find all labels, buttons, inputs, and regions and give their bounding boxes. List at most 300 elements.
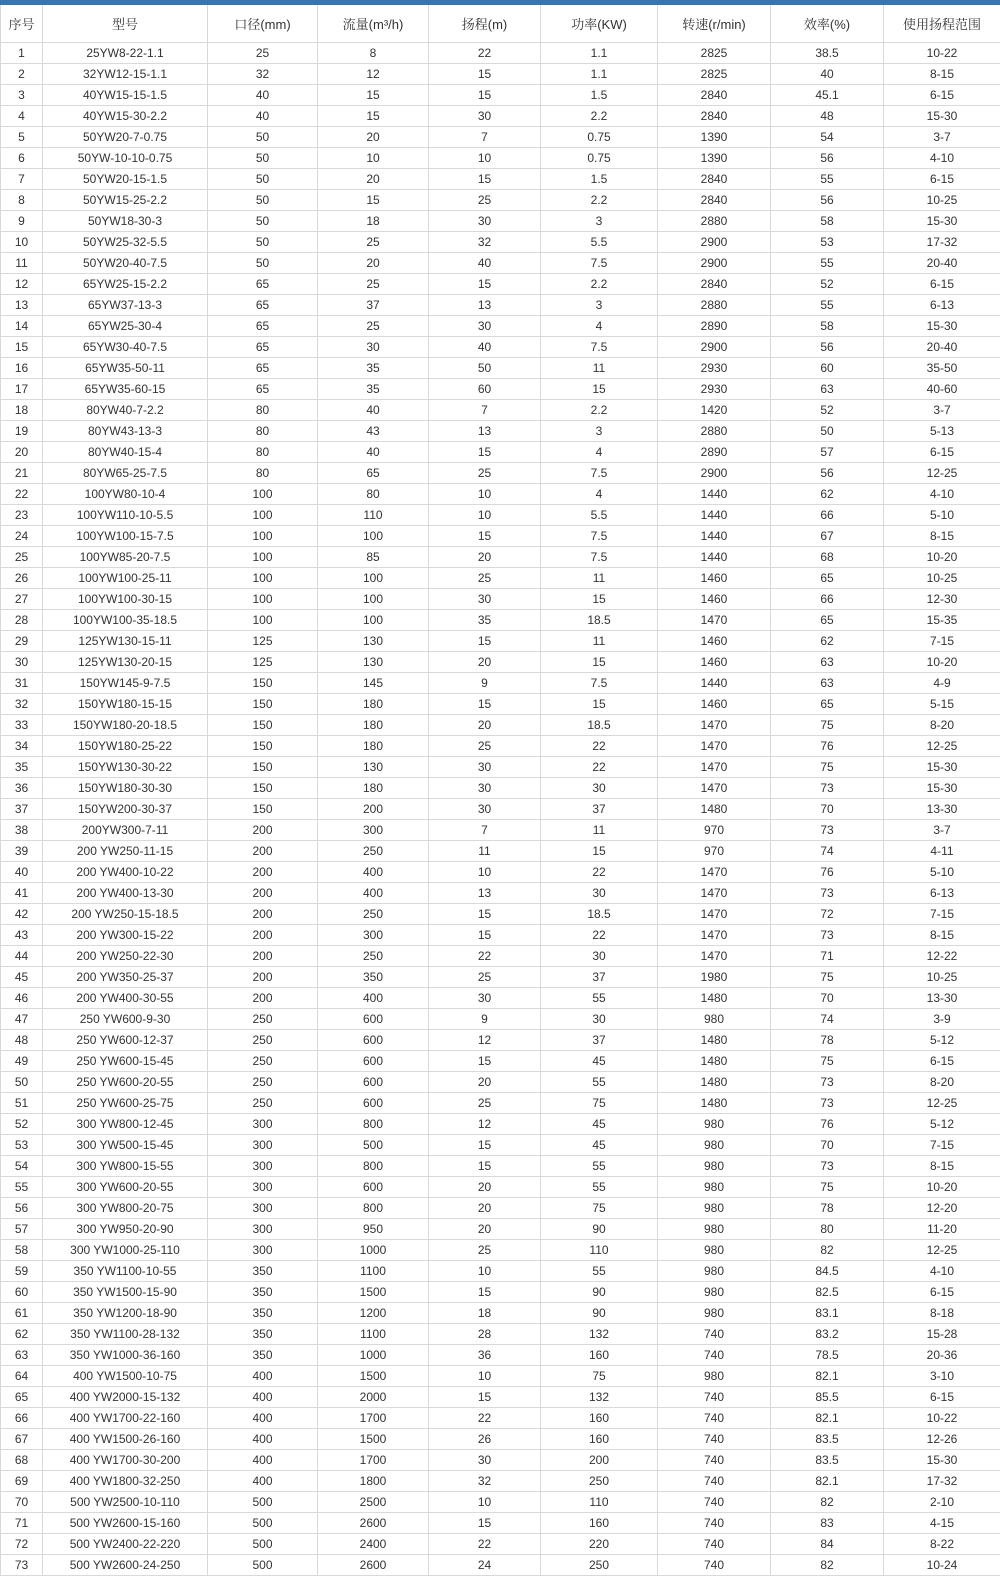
table-cell: 24 [429,1554,541,1575]
table-cell: 48 [771,105,884,126]
table-cell: 82.1 [771,1470,884,1491]
table-row [1,945,1000,966]
table-cell: 35 [318,378,429,399]
table-cell: 15 [429,693,541,714]
table-row [1,672,1000,693]
table-cell: 200 [208,819,318,840]
table-cell: 18 [1,399,43,420]
table-cell: 2840 [658,105,771,126]
table-cell: 14 [1,315,43,336]
table-row [1,441,1000,462]
table-cell: 1500 [318,1281,429,1302]
table-cell: 73 [771,882,884,903]
table-cell: 7.5 [541,462,658,483]
table-cell: 740 [658,1533,771,1554]
table-cell: 150YW145-9-7.5 [43,672,208,693]
table-cell: 150 [208,798,318,819]
table-row [1,63,1000,84]
table-cell: 83 [771,1512,884,1533]
table-cell: 90 [541,1218,658,1239]
table-cell: 20 [318,126,429,147]
table-cell: 12 [429,1029,541,1050]
table-cell: 28 [429,1323,541,1344]
table-cell: 20-40 [884,252,1000,273]
table-cell: 1 [1,42,43,63]
table-cell: 75 [771,756,884,777]
table-cell: 1470 [658,735,771,756]
table-cell: 5-13 [884,420,1000,441]
table-cell: 200 [541,1449,658,1470]
table-cell: 200 [318,798,429,819]
table-cell: 3 [541,294,658,315]
table-cell: 75 [541,1092,658,1113]
table-cell: 9 [429,672,541,693]
table-cell: 250 YW600-25-75 [43,1092,208,1113]
table-cell: 15 [429,1281,541,1302]
table-cell: 62 [771,483,884,504]
table-cell: 11 [429,840,541,861]
table-cell: 65YW30-40-7.5 [43,336,208,357]
table-cell: 60 [1,1281,43,1302]
table-cell: 64 [1,1365,43,1386]
table-cell: 130 [318,651,429,672]
table-cell: 350 [208,1323,318,1344]
table-cell: 1480 [658,1071,771,1092]
table-cell: 150YW180-20-18.5 [43,714,208,735]
table-row [1,1239,1000,1260]
table-cell: 150YW200-30-37 [43,798,208,819]
table-row [1,567,1000,588]
table-cell: 13 [429,294,541,315]
table-cell: 73 [771,924,884,945]
table-row [1,546,1000,567]
table-cell: 20 [429,1218,541,1239]
table-row [1,798,1000,819]
table-cell: 3-7 [884,126,1000,147]
table-cell: 100 [208,504,318,525]
table-cell: 350 [208,1260,318,1281]
table-cell: 1480 [658,1029,771,1050]
table-row [1,1176,1000,1197]
table-cell: 6-15 [884,84,1000,105]
table-cell: 350 [318,966,429,987]
table-cell: 22 [541,924,658,945]
table-cell: 66 [771,588,884,609]
table-cell: 350 YW1100-10-55 [43,1260,208,1281]
table-cell: 970 [658,840,771,861]
table-cell: 65 [318,462,429,483]
table-cell: 350 YW1100-28-132 [43,1323,208,1344]
table-cell: 10 [429,1491,541,1512]
table-cell: 2880 [658,210,771,231]
table-cell: 58 [1,1239,43,1260]
table-cell: 40 [429,336,541,357]
table-cell: 15 [429,1386,541,1407]
table-cell: 15 [318,189,429,210]
table-cell: 23 [1,504,43,525]
table-cell: 2900 [658,462,771,483]
table-cell: 82 [771,1491,884,1512]
table-row [1,1386,1000,1407]
table-cell: 1470 [658,777,771,798]
table-row [1,168,1000,189]
table-cell: 1460 [658,588,771,609]
table-cell: 11 [1,252,43,273]
table-cell: 80 [318,483,429,504]
table-cell: 45 [541,1113,658,1134]
table-cell: 56 [771,462,884,483]
table-cell: 30 [429,210,541,231]
table-row [1,294,1000,315]
table-cell: 26 [429,1428,541,1449]
table-cell: 800 [318,1113,429,1134]
table-cell: 15 [1,336,43,357]
table-cell: 60 [429,378,541,399]
table-cell: 50 [208,147,318,168]
table-cell: 15 [429,525,541,546]
table-cell: 70 [771,1134,884,1155]
table-cell: 250 [541,1470,658,1491]
table-cell: 22 [541,735,658,756]
table-cell: 200YW300-7-11 [43,819,208,840]
table-cell: 22 [541,756,658,777]
table-cell: 25 [429,567,541,588]
table-cell: 24 [1,525,43,546]
table-cell: 50YW18-30-3 [43,210,208,231]
table-cell: 300 YW800-20-75 [43,1197,208,1218]
table-cell: 300 [318,819,429,840]
table-row [1,987,1000,1008]
table-cell: 30 [541,945,658,966]
table-cell: 17 [1,378,43,399]
table-cell: 2840 [658,189,771,210]
table-row [1,273,1000,294]
table-cell: 600 [318,1092,429,1113]
table-cell: 2500 [318,1491,429,1512]
table-cell: 84.5 [771,1260,884,1281]
table-cell: 100YW100-30-15 [43,588,208,609]
table-cell: 400 [318,861,429,882]
table-cell: 11 [541,630,658,651]
table-cell: 75 [771,1050,884,1071]
table-cell: 12-25 [884,1092,1000,1113]
table-row [1,1008,1000,1029]
table-cell: 1480 [658,1050,771,1071]
table-cell: 4-9 [884,672,1000,693]
table-cell: 1470 [658,609,771,630]
table-cell: 500 [318,1134,429,1155]
table-cell: 980 [658,1113,771,1134]
table-cell: 250 [318,945,429,966]
table-cell: 10 [429,147,541,168]
table-cell: 740 [658,1554,771,1575]
table-cell: 69 [1,1470,43,1491]
table-cell: 15 [541,840,658,861]
table-cell: 100YW100-35-18.5 [43,609,208,630]
table-cell: 55 [771,252,884,273]
table-cell: 18 [429,1302,541,1323]
table-row [1,1260,1000,1281]
table-cell: 25 [429,189,541,210]
table-cell: 250 [208,1071,318,1092]
table-cell: 110 [541,1491,658,1512]
table-row [1,1323,1000,1344]
table-cell: 85 [318,546,429,567]
table-cell: 25 [318,273,429,294]
table-cell: 3-7 [884,399,1000,420]
table-cell: 160 [541,1407,658,1428]
table-cell: 300 [208,1239,318,1260]
table-cell: 10 [429,861,541,882]
table-cell: 250 YW600-12-37 [43,1029,208,1050]
table-cell: 55 [541,1176,658,1197]
table-cell: 0.75 [541,147,658,168]
table-cell: 12-25 [884,735,1000,756]
table-cell: 12-25 [884,462,1000,483]
table-cell: 54 [1,1155,43,1176]
table-cell: 50YW20-7-0.75 [43,126,208,147]
table-row [1,1533,1000,1554]
table-cell: 500 YW2600-15-160 [43,1512,208,1533]
table-cell: 82.5 [771,1281,884,1302]
table-cell: 1470 [658,756,771,777]
table-cell: 740 [658,1491,771,1512]
table-cell: 17-32 [884,231,1000,252]
table-cell: 7 [429,819,541,840]
table-cell: 250 YW600-20-55 [43,1071,208,1092]
table-cell: 76 [771,735,884,756]
table-cell: 55 [771,294,884,315]
header-cell: 扬程(m) [429,5,541,42]
header-cell: 流量(m³/h) [318,5,429,42]
table-cell: 500 [208,1533,318,1554]
table-cell: 25 [1,546,43,567]
table-cell: 15 [429,630,541,651]
table-cell: 2600 [318,1554,429,1575]
table-cell: 8-15 [884,924,1000,945]
table-cell: 250 YW600-15-45 [43,1050,208,1071]
table-cell: 25 [429,1239,541,1260]
table-cell: 16 [1,357,43,378]
table-cell: 13 [429,420,541,441]
table-cell: 65YW35-60-15 [43,378,208,399]
table-cell: 200 YW250-15-18.5 [43,903,208,924]
table-cell: 12-30 [884,588,1000,609]
table-cell: 600 [318,1008,429,1029]
table-cell: 3-7 [884,819,1000,840]
table-row [1,1428,1000,1449]
table-cell: 53 [771,231,884,252]
table-cell: 4-10 [884,483,1000,504]
table-cell: 5-10 [884,504,1000,525]
header-cell: 型号 [43,5,208,42]
table-cell: 1480 [658,987,771,1008]
table-cell: 1200 [318,1302,429,1323]
table-cell: 15-28 [884,1323,1000,1344]
table-cell: 29 [1,630,43,651]
table-cell: 65 [208,357,318,378]
table-cell: 22 [429,1407,541,1428]
table-row [1,147,1000,168]
table-cell: 32 [208,63,318,84]
table-cell: 2825 [658,63,771,84]
table-cell: 8-20 [884,714,1000,735]
table-row [1,420,1000,441]
table-row [1,399,1000,420]
table-cell: 56 [771,336,884,357]
table-cell: 15 [429,903,541,924]
table-cell: 8-15 [884,525,1000,546]
table-cell: 44 [1,945,43,966]
table-cell: 15 [429,1512,541,1533]
table-cell: 100 [208,546,318,567]
table-cell: 30 [429,798,541,819]
table-cell: 125YW130-15-11 [43,630,208,651]
table-cell: 35-50 [884,357,1000,378]
table-cell: 4 [541,315,658,336]
table-cell: 32 [429,1470,541,1491]
table-cell: 3 [541,420,658,441]
table-cell: 72 [1,1533,43,1554]
table-cell: 25 [318,315,429,336]
table-cell: 58 [771,315,884,336]
table-cell: 1460 [658,567,771,588]
table-cell: 1470 [658,882,771,903]
table-cell: 20 [429,714,541,735]
table-cell: 400 YW1800-32-250 [43,1470,208,1491]
table-cell: 65 [771,609,884,630]
table-cell: 90 [541,1281,658,1302]
table-cell: 100 [208,567,318,588]
table-cell: 1470 [658,924,771,945]
table-cell: 1440 [658,672,771,693]
table-cell: 220 [541,1533,658,1554]
table-cell: 2.2 [541,273,658,294]
table-row [1,1218,1000,1239]
table-cell: 350 [208,1302,318,1323]
table-cell: 76 [771,1113,884,1134]
table-cell: 90 [541,1302,658,1323]
table-cell: 32 [429,231,541,252]
table-cell: 100 [318,525,429,546]
table-cell: 75 [771,714,884,735]
table-cell: 6-15 [884,273,1000,294]
table-cell: 72 [771,903,884,924]
table-cell: 73 [1,1554,43,1575]
table-cell: 15 [429,168,541,189]
table-cell: 11-20 [884,1218,1000,1239]
table-cell: 150 [208,693,318,714]
table-cell: 5-15 [884,693,1000,714]
table-cell: 740 [658,1386,771,1407]
table-row [1,840,1000,861]
table-cell: 1000 [318,1239,429,1260]
table-cell: 100 [318,588,429,609]
table-cell: 65 [771,567,884,588]
table-cell: 1470 [658,903,771,924]
table-cell: 300 YW800-12-45 [43,1113,208,1134]
table-cell: 160 [541,1344,658,1365]
table-cell: 15 [541,693,658,714]
table-cell: 1.5 [541,84,658,105]
table-cell: 63 [771,378,884,399]
table-row [1,378,1000,399]
table-row [1,1050,1000,1071]
table-cell: 600 [318,1176,429,1197]
table-cell: 28 [1,609,43,630]
table-cell: 67 [771,525,884,546]
table-cell: 10-20 [884,1176,1000,1197]
table-cell: 740 [658,1512,771,1533]
table-cell: 62 [1,1323,43,1344]
table-cell: 52 [1,1113,43,1134]
table-cell: 1390 [658,126,771,147]
table-cell: 20 [429,546,541,567]
table-cell: 7.5 [541,336,658,357]
table-cell: 59 [1,1260,43,1281]
table-cell: 41 [1,882,43,903]
table-cell: 1.5 [541,168,658,189]
table-cell: 2 [1,63,43,84]
table-cell: 10 [429,483,541,504]
table-cell: 1000 [318,1344,429,1365]
table-cell: 7 [1,168,43,189]
table-cell: 1440 [658,483,771,504]
table-cell: 52 [771,399,884,420]
table-row [1,1302,1000,1323]
table-cell: 46 [1,987,43,1008]
table-cell: 7.5 [541,252,658,273]
table-cell: 32YW12-15-1.1 [43,63,208,84]
table-cell: 15 [429,1155,541,1176]
table-cell: 132 [541,1386,658,1407]
table-cell: 12-20 [884,1197,1000,1218]
table-cell: 18.5 [541,714,658,735]
table-cell: 66 [771,504,884,525]
table-cell: 18.5 [541,903,658,924]
table-cell: 1800 [318,1470,429,1491]
table-cell: 45 [541,1134,658,1155]
header-cell: 序号 [1,5,43,42]
table-cell: 2890 [658,441,771,462]
table-cell: 20 [1,441,43,462]
table-cell: 65YW37-13-3 [43,294,208,315]
table-cell: 980 [658,1197,771,1218]
table-cell: 250 [318,840,429,861]
table-cell: 350 [208,1281,318,1302]
table-cell: 11 [541,357,658,378]
table-cell: 54 [771,126,884,147]
table-cell: 60 [771,357,884,378]
table-cell: 40-60 [884,378,1000,399]
table-cell: 970 [658,819,771,840]
table-cell: 100 [208,609,318,630]
table-cell: 150 [208,777,318,798]
table-cell: 20 [429,1176,541,1197]
table-row [1,126,1000,147]
table-cell: 740 [658,1323,771,1344]
table-cell: 50 [208,189,318,210]
table-cell: 56 [771,189,884,210]
table-cell: 1500 [318,1428,429,1449]
table-cell: 2880 [658,294,771,315]
table-cell: 40 [429,252,541,273]
table-cell: 42 [1,903,43,924]
table-cell: 2840 [658,273,771,294]
table-row [1,861,1000,882]
table-row [1,105,1000,126]
table-cell: 50YW15-25-2.2 [43,189,208,210]
